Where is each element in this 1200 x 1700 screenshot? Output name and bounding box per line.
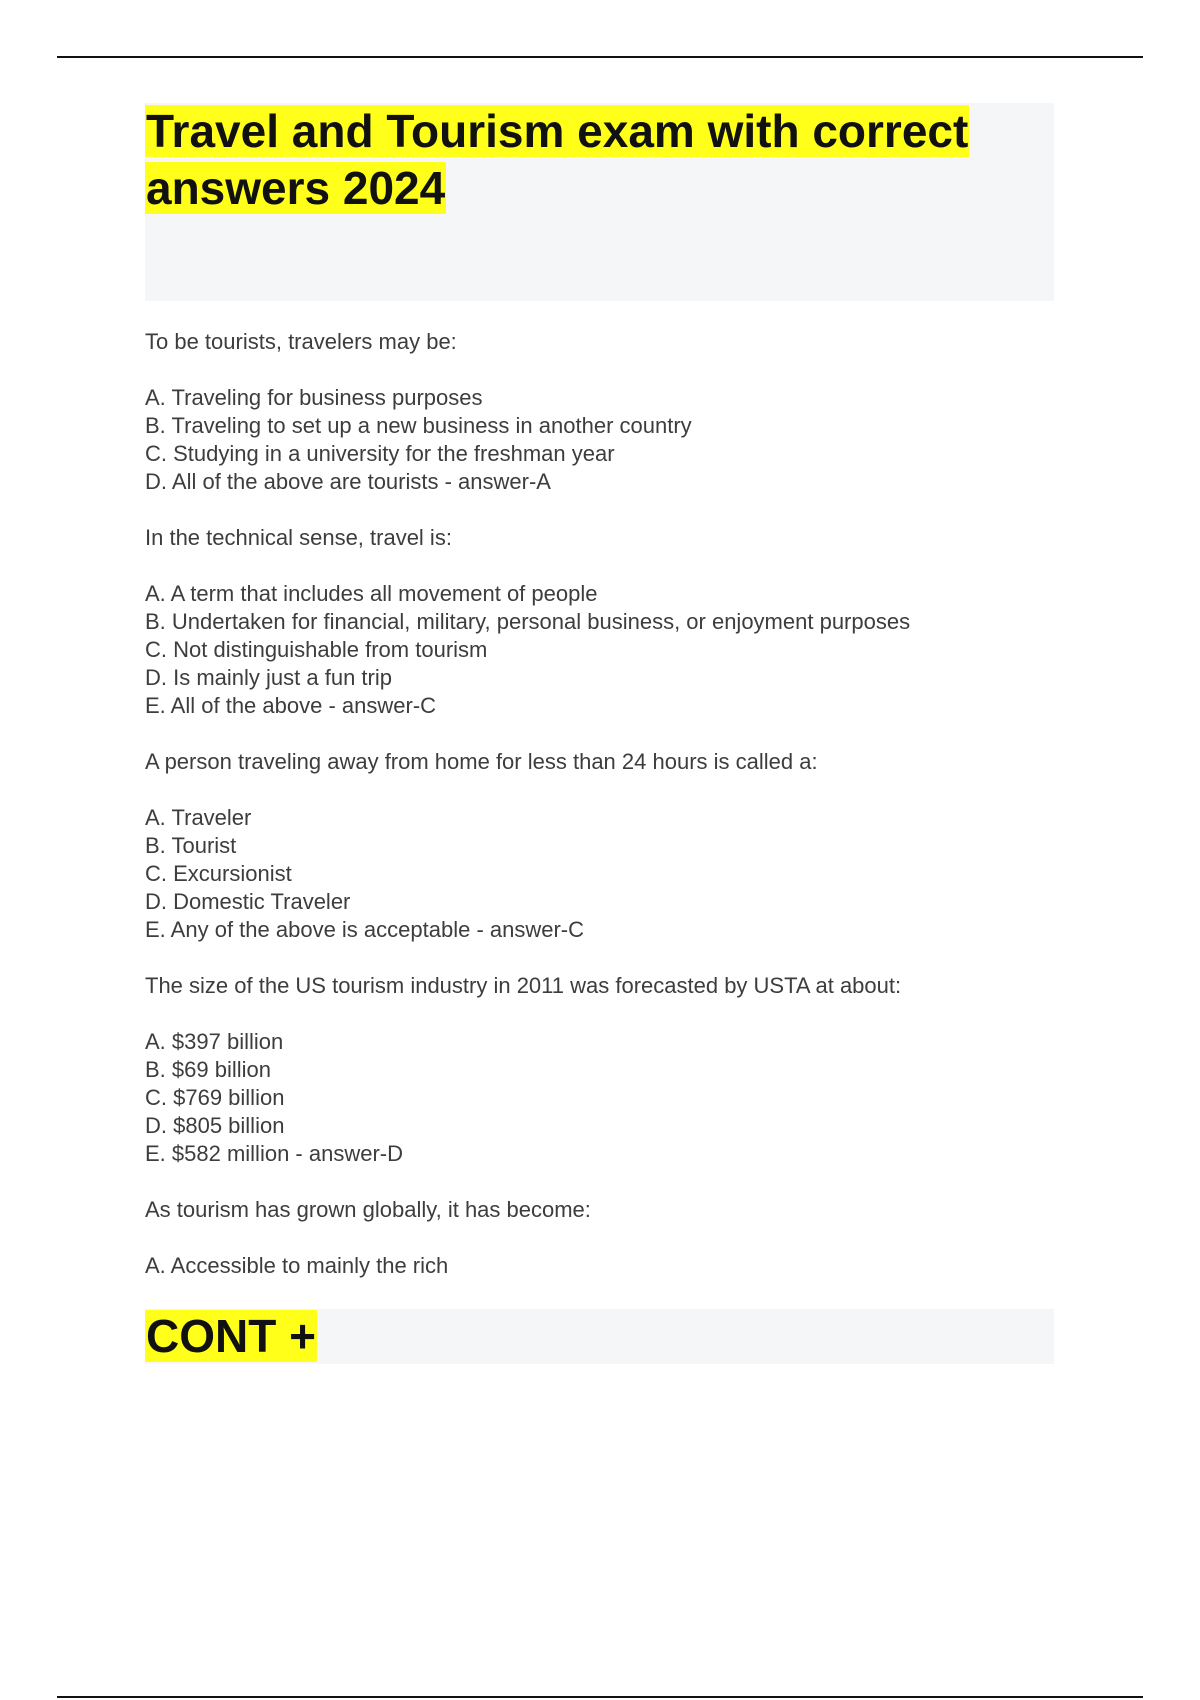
answer-options [145,1028,1054,1168]
answer-option: A. Traveler [145,805,252,830]
answer-option: B. Tourist [145,833,237,858]
question-prompt: To be tourists, travelers may be: [145,329,457,354]
questions-list [145,328,1054,1308]
answer-option: D. Domestic Traveler [145,889,351,914]
answer-option: E. $582 million - answer-D [145,1141,403,1166]
question-prompt: As tourism has grown globally, it has become: [145,1197,591,1222]
title-highlight: Travel and Tourism exam with correct answers 2024 [146,105,969,214]
question-block [145,748,1054,944]
answer-option: D. All of the above are tourists - answer-A [145,469,551,494]
answer-option: B. Traveling to set up a new business in another country [145,413,692,438]
answer-option: D. $805 billion [145,1113,285,1138]
question-prompt: A person traveling away from home for less than 24 hours is called a: [145,749,818,774]
answer-option: A. Traveling for business purposes [145,385,483,410]
question-prompt: In the technical sense, travel is: [145,525,452,550]
continuation-highlight: CONT + [146,1310,316,1362]
answer-option: A. Accessible to mainly the rich [145,1253,449,1278]
continuation-label [145,1309,1054,1364]
bottom-divider [57,1696,1143,1698]
question-block [145,328,1054,496]
answer-option: B. $69 billion [145,1057,271,1082]
page-title [145,103,1054,217]
title-block [145,103,1054,301]
question-block [145,972,1054,1168]
continuation-block [145,1309,1054,1364]
answer-option: E. All of the above - answer-C [145,693,437,718]
answer-options [145,804,1054,944]
answer-option: A. A term that includes all movement of people [145,581,598,606]
answer-option: B. Undertaken for financial, military, personal business, or enjoyment purposes [145,609,911,634]
answer-options [145,384,1054,496]
answer-options [145,1252,1054,1280]
answer-option: D. Is mainly just a fun trip [145,665,392,690]
question-block [145,524,1054,720]
question-prompt: The size of the US tourism industry in 2011 was forecasted by USTA at about: [145,973,902,998]
answer-option: C. Not distinguishable from tourism [145,637,488,662]
answer-option: C. Excursionist [145,861,292,886]
question-block [145,1196,1054,1280]
answer-option: E. Any of the above is acceptable - answer-C [145,917,585,942]
answer-option: C. $769 billion [145,1085,285,1110]
answer-options [145,580,1054,720]
top-divider [57,56,1143,58]
answer-option: C. Studying in a university for the freshman year [145,441,615,466]
answer-option: A. $397 billion [145,1029,284,1054]
